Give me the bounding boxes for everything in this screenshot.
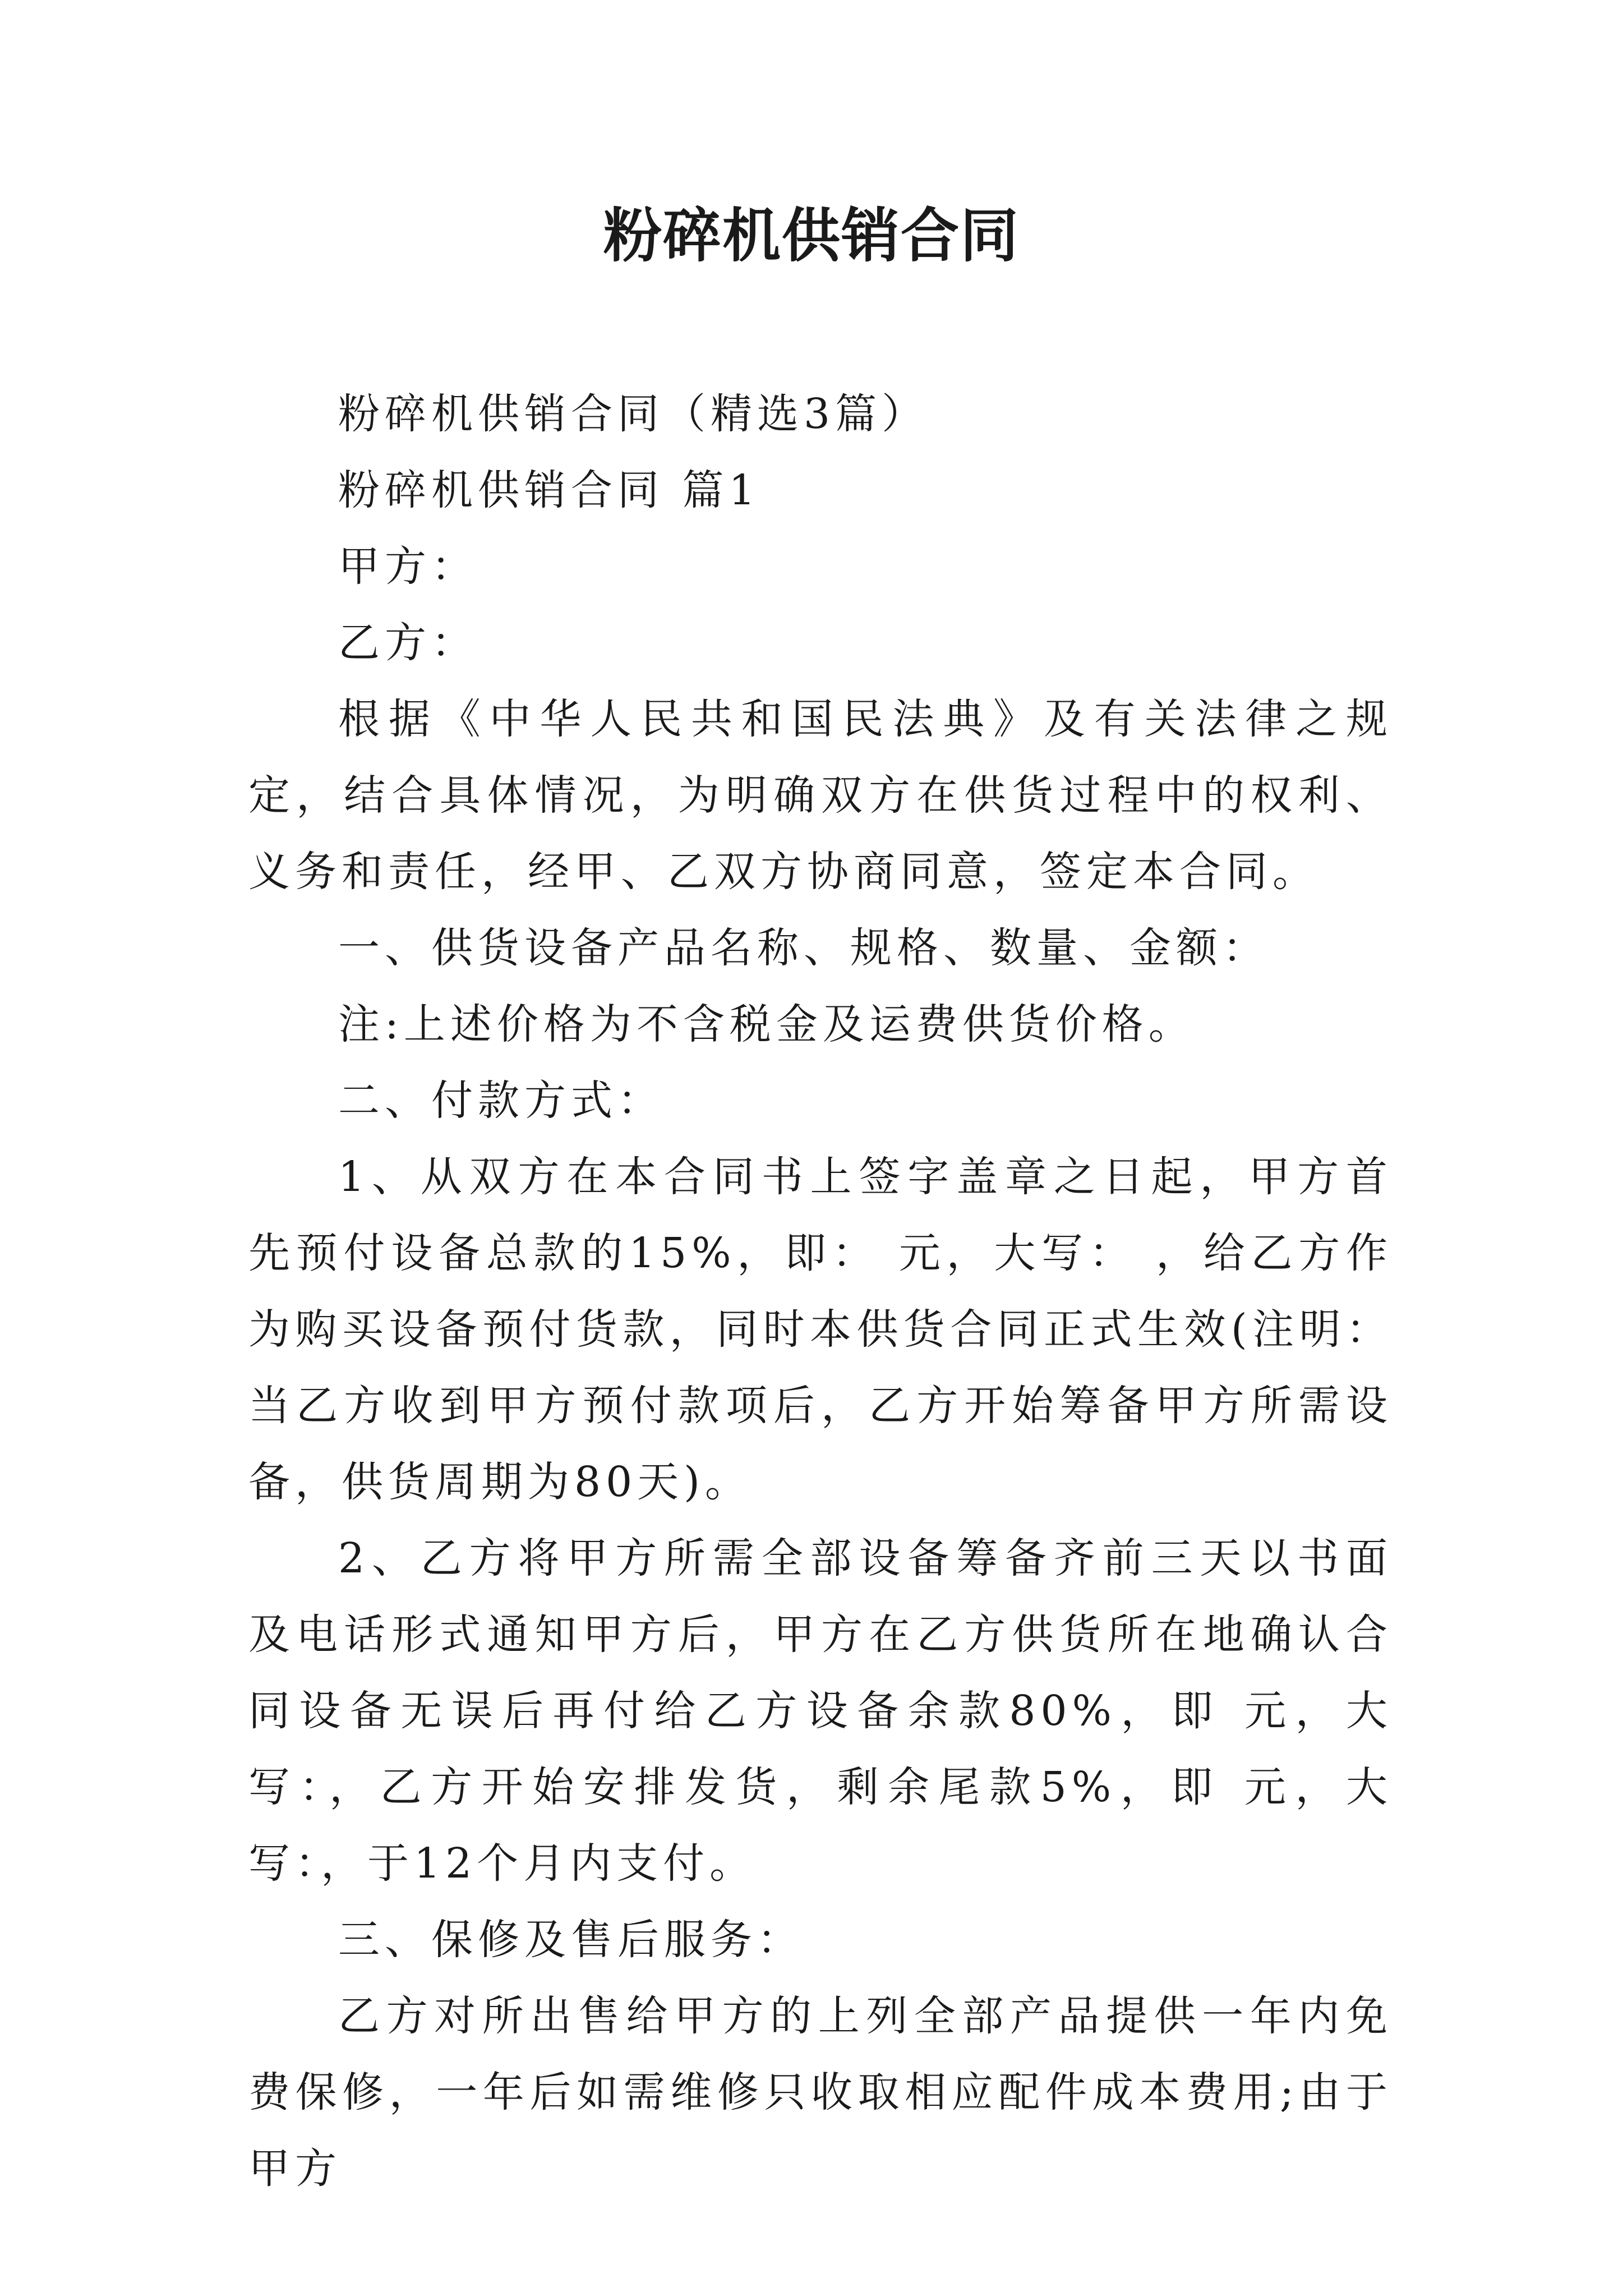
paragraph-clause-1-heading: 一、供货设备产品名称、规格、数量、金额： (338, 924, 1269, 972)
paragraph-party-b: 乙方： (338, 619, 478, 667)
document-title: 粉碎机供销合同 (603, 201, 1020, 270)
paragraph-payment-2: 2、乙方将甲方所需全部设备筹备齐前三天以书面及电话形式通知甲方后，甲方在乙方供货所在地确认合同设备无误后再付给乙方设备余款80%，即 元，大写：，乙方开始安排发货，剩余尾款5%，即 元，大写：，于12个月内支付。 (248, 1534, 1393, 1888)
paragraph-preamble: 根据《中华人民共和国民法典》及有关法律之规定，结合具体情况，为明确双方在供货过程中的权利、义务和责任，经甲、乙双方协商同意，签定本合同。 (248, 695, 1393, 896)
document-body (248, 376, 1393, 2207)
paragraph-party-a: 甲方： (338, 542, 478, 591)
paragraph-clause-2-heading: 二、付款方式： (338, 1076, 664, 1125)
paragraph-payment-1: 1、从双方在本合同书上签字盖章之日起，甲方首先预付设备总款的15%，即： 元，大写： ，给乙方作为购买设备预付货款，同时本供货合同正式生效(注明：当乙方收到甲方预付款项后，乙方开始筹备甲方所需设备，供货周期为80天)。 (248, 1153, 1393, 1506)
paragraph-section-heading: 粉碎机供销合同 篇1 (338, 466, 760, 514)
paragraph-clause-3-heading: 三、保修及售后服务： (338, 1916, 804, 1964)
paragraph-warranty: 乙方对所出售给甲方的上列全部产品提供一年内免费保修，一年后如需维修只收取相应配件成本费用;由于甲方 (248, 1992, 1393, 2193)
paragraph-subtitle: 粉碎机供销合同（精选3篇） (338, 390, 929, 438)
paragraph-price-note: 注:上述价格为不含税金及运费供货价格。 (338, 1000, 1195, 1048)
